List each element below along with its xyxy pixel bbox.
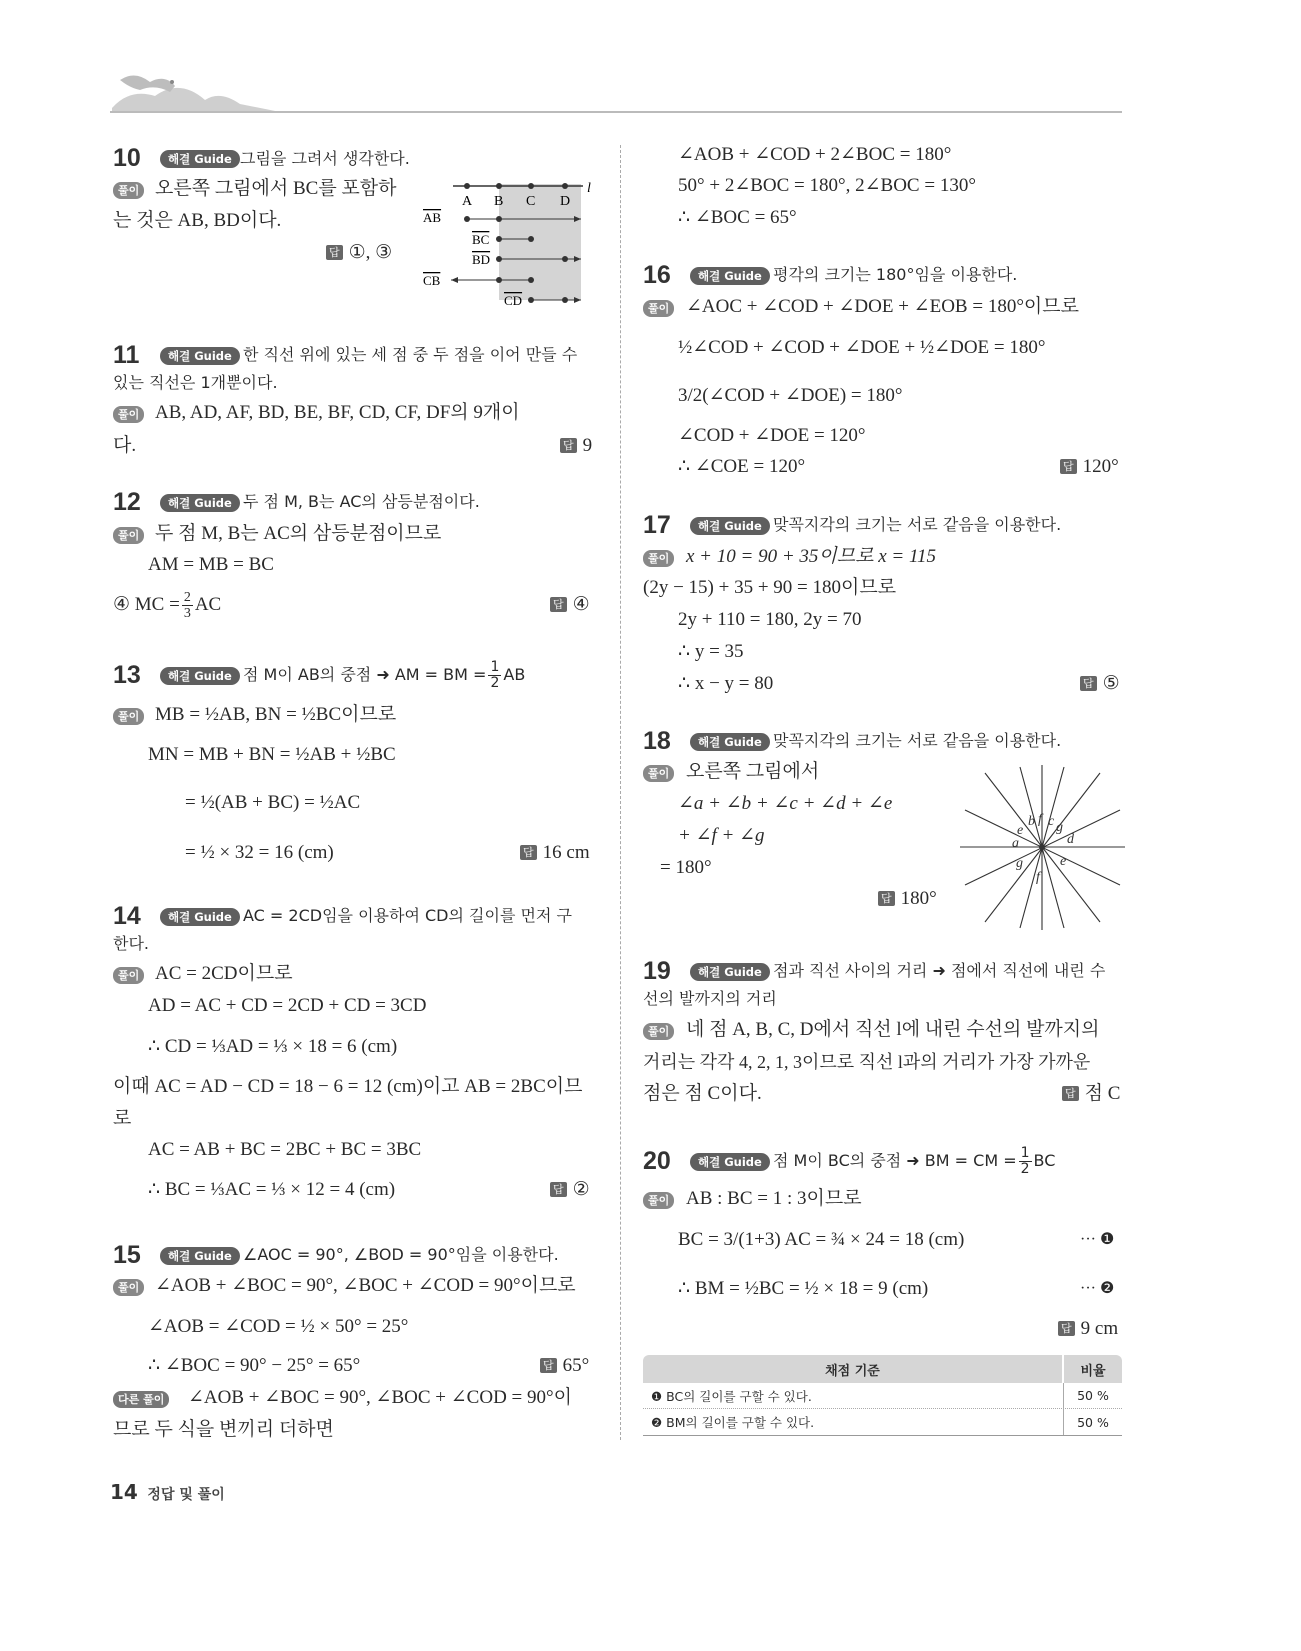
dolphin-wave-icon [110,68,1125,118]
problem-number: 18 [643,727,671,755]
guide-text: 점 M이 AB의 중점 ➜ AM = BM = $\frac{1}{2}$ AB [243,659,526,691]
svg-text:a: a [1012,836,1019,851]
header-ratio: 비율 [1080,1363,1106,1379]
solution-line: ∠AOB + ∠COD + 2∠BOC = 180° [678,144,952,165]
column-divider [620,145,621,1440]
problem-number: 10 [113,144,141,172]
solution-line: ∴ ∠BOC = 90° − 25° = 65° [148,1355,361,1376]
solution-line: 3/2(∠COD + ∠DOE) = 180° [678,385,903,406]
solution-line: 오른쪽 그림에서 [686,761,820,782]
guide-text: 있는 직선은 1개뿐이다. [113,373,278,392]
solution-line: 2y + 110 = 180, 2y = 70 [678,609,862,630]
guide-badge: 해결 Guide [690,963,770,981]
solution-line: ④ MC = $\frac{2}{3}$ AC [113,590,222,621]
solution-line: 는 것은 AB, BD이다. [113,210,282,231]
solution-pill: 풀이 [113,1279,144,1296]
answer-icon: 답 [540,1358,557,1373]
answer-icon: 답 [1058,1321,1075,1336]
solution-line: 50° + 2∠BOC = 180°, 2∠BOC = 130° [678,175,976,196]
solution-line: ∠a + ∠b + ∠c + ∠d + ∠e [678,793,893,814]
table-header [643,1355,1122,1383]
svg-text:c: c [1048,814,1055,829]
svg-text:f: f [1036,870,1040,885]
answer: 답 65° [540,1353,589,1379]
solution-pill: 풀이 [643,550,674,567]
solution-line: 이때 AC = AD − CD = 18 − 6 = 12 (cm)이고 AB = 2BC이므 [113,1076,583,1097]
guide-text: 두 점 M, B는 AC의 삼등분점이다. [243,492,480,511]
table-row: ❶ BC의 길이를 구할 수 있다. 50 % [643,1383,1122,1409]
header-criteria: 채점 기준 [643,1355,1064,1383]
problem-number: 15 [113,1241,141,1269]
solution-line: 므로 두 식을 변끼리 더하면 [113,1419,334,1440]
step-marker: ··· ❶ [1080,1231,1115,1248]
intersecting-lines-figure [960,765,1125,930]
table-row: ❷ BM의 길이를 구할 수 있다. 50 % [643,1409,1122,1435]
svg-text:D: D [560,194,571,209]
solution-line: ∠AOB = ∠COD = ½ × 50° = 25° [148,1316,409,1337]
problem-number: 14 [113,902,141,930]
solution-pill: 풀이 [113,182,144,199]
solution-line: MB = ½AB, BN = ½BC이므로 [155,704,397,725]
solution-line: ∴ ∠COE = 120° [678,456,806,477]
svg-text:g: g [1016,856,1023,871]
solution-line: AB : BC = 1 : 3이므로 [686,1188,862,1209]
guide-badge: 해결 Guide [160,150,240,168]
svg-text:g: g [1056,820,1063,835]
page-number: 14 [110,1480,138,1504]
answer-icon: 답 [550,597,567,612]
svg-text:BC: BC [472,232,490,247]
problem-number: 20 [643,1147,671,1175]
problem-number: 19 [643,957,671,985]
solution-pill: 풀이 [643,1023,674,1040]
answer: 답 ④ [550,592,590,618]
solution-line: ∴ BM = ½BC = ½ × 18 = 9 (cm) [678,1278,929,1299]
guide-text: AC = 2CD임을 이용하여 CD의 길이를 먼저 구 [243,906,572,925]
problem-number: 17 [643,511,671,539]
guide-badge: 해결 Guide [690,733,770,751]
ray-figure [415,172,600,312]
header-decoration [110,68,1125,118]
svg-text:B: B [494,194,504,209]
guide-badge: 해결 Guide [160,494,240,512]
svg-text:AB: AB [423,210,442,225]
answer: 답 ⑤ [1080,671,1120,697]
guide-badge: 해결 Guide [160,1247,240,1265]
guide-badge: 해결 Guide [690,517,770,535]
solution-line: 다. [113,435,137,456]
problem-number: 16 [643,261,671,289]
solution-line: 두 점 M, B는 AC의 삼등분점이므로 [155,523,442,544]
guide-text: 점 M이 BC의 중점 ➜ BM = CM = $\frac{1}{2}$ BC [773,1145,1056,1177]
footer-title: 정답 및 풀이 [147,1487,225,1503]
answer: 답 180° [878,886,937,912]
svg-text:d: d [1067,832,1074,847]
answer: 답 ①, ③ [326,240,392,266]
footer [110,1480,225,1504]
svg-text:C: C [526,194,536,209]
guide-text: 선의 발까지의 거리 [643,989,777,1008]
answer: 답 ② [550,1177,590,1203]
answer-icon: 답 [520,845,537,860]
solution-line: AB, AD, AF, BD, BE, BF, CD, CF, DF의 9개이 [155,402,520,423]
solution-line: 네 점 A, B, C, D에서 직선 l에 내린 수선의 발까지의 [686,1019,1100,1040]
svg-text:e: e [1017,823,1024,838]
grading-table [643,1355,1122,1436]
problem-number: 11 [113,341,140,369]
guide-badge: 해결 Guide [160,347,240,365]
svg-text:b: b [1028,814,1035,829]
solution-line: ∠AOC + ∠COD + ∠DOE + ∠EOB = 180°이므로 [686,296,1079,317]
solution-pill: 풀이 [643,300,674,317]
solution-line: 로 [113,1108,132,1129]
solution-line: AC = 2CD이므로 [155,963,293,984]
svg-text:l: l [587,181,591,196]
guide-text: 맞꼭지각의 크기는 서로 같음을 이용한다. [773,731,1062,750]
solution-line: ∴ x − y = 80 [678,673,774,694]
solution-line: (2y − 15) + 35 + 90 = 180이므로 [643,577,897,598]
guide-text: 평각의 크기는 180°임을 이용한다. [773,265,1018,284]
answer-icon: 답 [326,245,343,260]
guide-text: 한다. [113,934,149,953]
solution-line: AD = AC + CD = 2CD + CD = 3CD [148,995,427,1016]
solution-pill: 풀이 [113,967,144,984]
step-marker: ··· ❷ [1080,1280,1115,1297]
guide-text: 한 직선 위에 있는 세 점 중 두 점을 이어 만들 수 [243,345,578,364]
answer: 답 120° [1060,454,1119,480]
solution-line: 점은 점 C이다. [643,1083,762,1104]
answer: 답 9 cm [1058,1316,1118,1342]
solution-line: AM = MB = BC [148,554,274,575]
solution-pill: 풀이 [113,708,144,725]
solution-line: ½∠COD + ∠COD + ∠DOE + ½∠DOE = 180° [678,337,1046,358]
svg-text:A: A [462,194,473,209]
answer-icon: 답 [1062,1086,1079,1101]
guide-badge: 해결 Guide [160,908,240,926]
solution-line: ∴ CD = ⅓AD = ⅓ × 18 = 6 (cm) [148,1036,398,1057]
answer: 답 9 [560,433,592,459]
solution-line: ∠AOB + ∠BOC = 90°, ∠BOC + ∠COD = 90°이므로 [155,1275,576,1296]
solution-line: = 180° [660,857,712,878]
solution-line: ∴ ∠BOC = 65° [678,207,797,228]
solution-line: = ½ × 32 = 16 (cm) [185,842,334,863]
answer-icon: 답 [1060,459,1077,474]
solution-line: ∠AOB + ∠BOC = 90°, ∠BOC + ∠COD = 90°이 [188,1387,572,1408]
guide-badge: 해결 Guide [690,267,770,285]
solution-pill: 풀이 [113,527,144,544]
svg-text:CD: CD [504,293,523,308]
solution-line: = ½(AB + BC) = ½AC [185,792,361,813]
guide-badge: 해결 Guide [160,667,240,685]
answer-icon: 답 [550,1182,567,1197]
answer-icon: 답 [878,891,895,906]
solution-pill: 풀이 [643,765,674,782]
solution-pill: 풀이 [113,406,144,423]
alt-solution-pill: 다른 풀이 [113,1391,169,1408]
guide-text: 맞꼭지각의 크기는 서로 같음을 이용한다. [773,515,1062,534]
solution-line: MN = MB + BN = ½AB + ½BC [148,744,396,765]
svg-text:e: e [1060,854,1067,869]
solution-line: x + 10 = 90 + 35이므로 x = 115 [686,546,937,567]
solution-line: AC = AB + BC = 2BC + BC = 3BC [148,1139,422,1160]
answer-icon: 답 [1080,676,1097,691]
problem-number: 13 [113,661,141,689]
solution-line: BC = 3/(1+3) AC = ¾ × 24 = 18 (cm) [678,1229,965,1250]
guide-text: ∠AOC = 90°, ∠BOD = 90°임을 이용한다. [243,1245,559,1264]
guide-text: 그림을 그려서 생각한다. [240,149,410,168]
solution-line: ∴ y = 35 [678,641,744,662]
guide-badge: 해결 Guide [690,1153,770,1171]
solution-line: 오른쪽 그림에서 BC를 포함하 [155,178,397,199]
solution-line: + ∠f + ∠g [678,825,765,846]
problem-number: 12 [113,488,141,516]
answer-icon: 답 [560,438,577,453]
solution-line: 거리는 각각 4, 2, 1, 3이므로 직선 l과의 거리가 가장 가까운 [643,1052,1091,1072]
svg-text:BD: BD [472,252,491,267]
solution-pill: 풀이 [643,1192,674,1209]
svg-text:f: f [1038,812,1042,827]
solution-line: ∴ BC = ⅓AC = ⅓ × 12 = 4 (cm) [148,1179,396,1200]
svg-text:CB: CB [423,273,441,288]
answer: 답 점 C [1062,1081,1120,1107]
solution-line: ∠COD + ∠DOE = 120° [678,425,866,446]
answer: 답 16 cm [520,840,590,866]
guide-text: 점과 직선 사이의 거리 ➜ 점에서 직선에 내린 수 [773,961,1106,980]
